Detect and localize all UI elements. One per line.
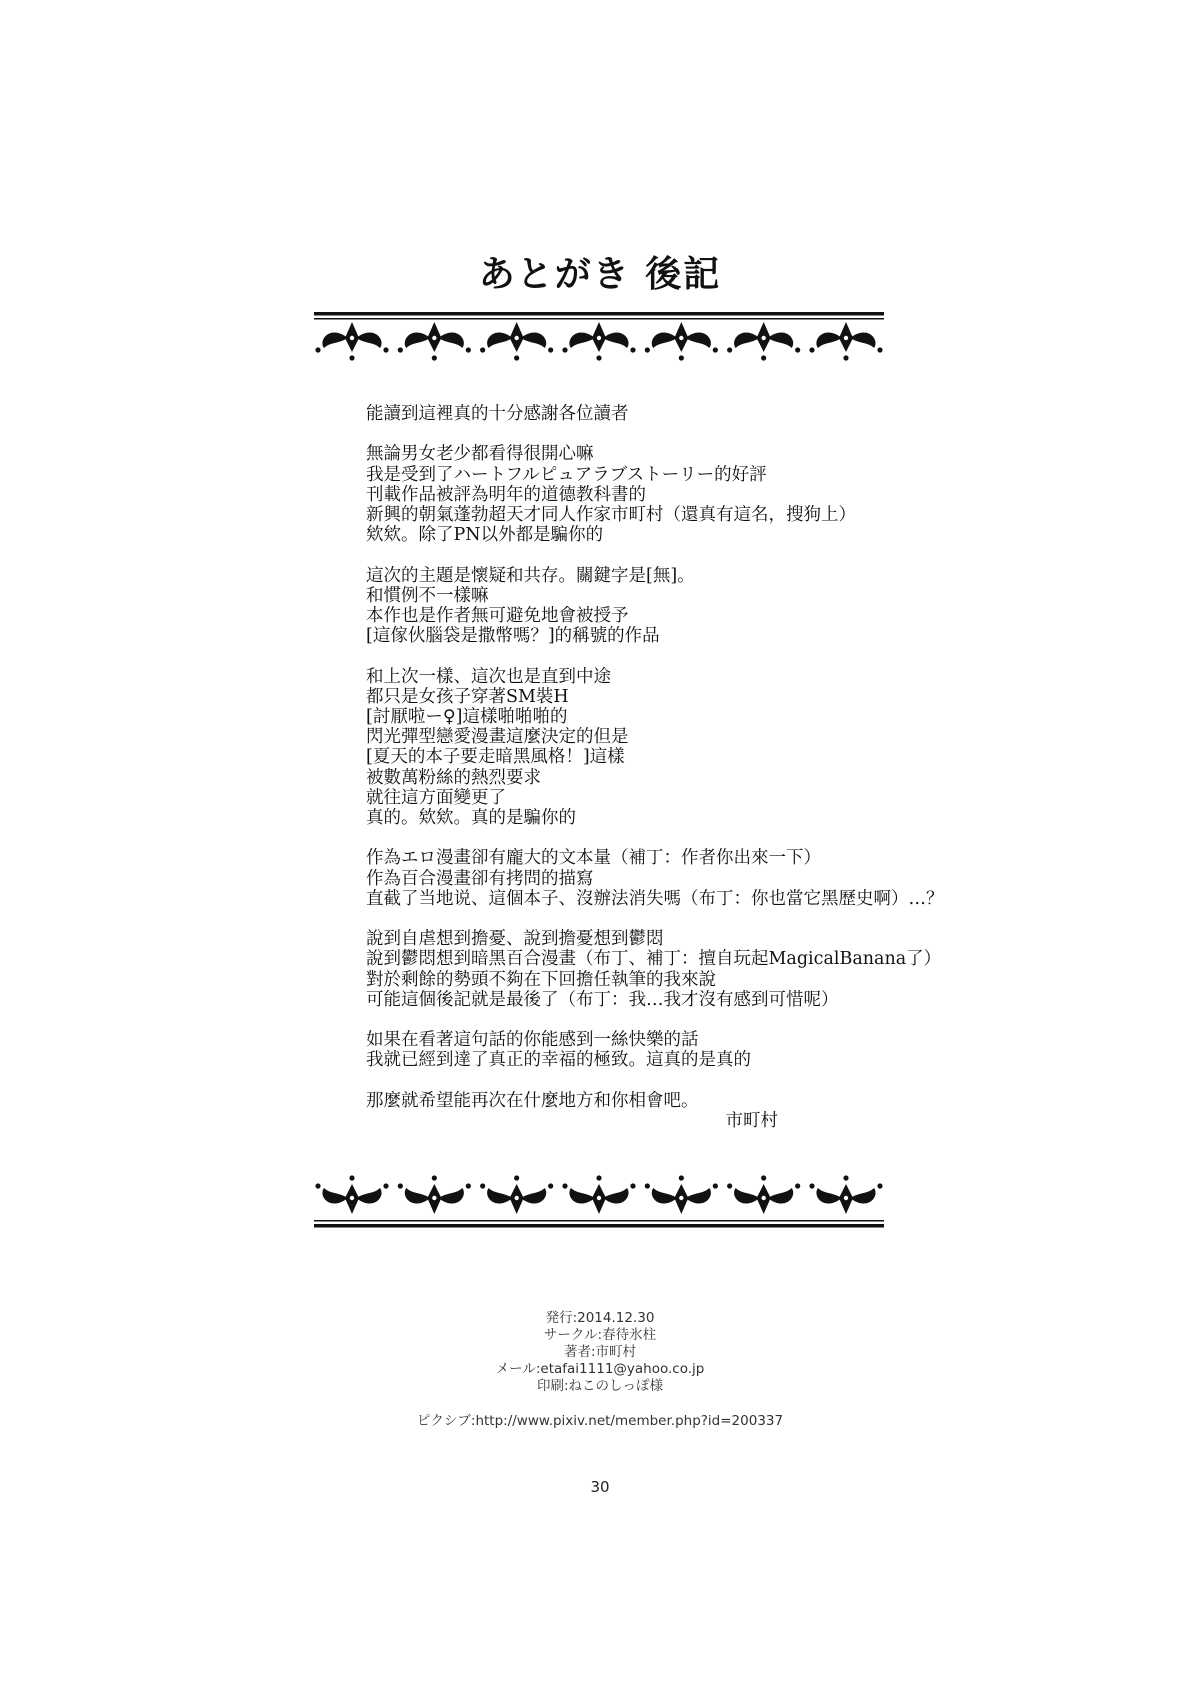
text-line: 說到自虐想到擔憂、說到擔憂想到鬱悶 [366, 929, 664, 950]
text-line: 直截了当地说、這個本子、沒辦法消失嗎（布丁：你也當它黑歷史啊）…？ [366, 888, 944, 909]
paragraph [366, 1091, 986, 1131]
text-line: 可能這個後記就是最後了（布丁：我…我才沒有感到可惜呢） [366, 989, 839, 1010]
paragraph [366, 929, 986, 1010]
page-number: 30 [590, 1478, 610, 1496]
text-line: [討厭啦ー♀]這樣啪啪啪的 [366, 707, 568, 727]
paragraph [366, 1030, 986, 1070]
text-line: 能讀到這裡真的十分感謝各位讀者 [366, 404, 629, 424]
text-line: 都只是女孩子穿著SM裝H [366, 686, 569, 707]
page-title: あとがき 後記 [478, 254, 722, 295]
paragraph [366, 444, 986, 545]
text-line: 無論男女老少都看得很開心嘛 [366, 444, 594, 465]
text-line: 那麼就希望能再次在什麼地方和你相會吧。 [366, 1090, 699, 1111]
text-line: 和上次一樣、這次也是直到中途 [366, 666, 611, 687]
colophon-circle: サークル:春待氷柱 [543, 1327, 657, 1343]
afterword-body [366, 404, 986, 1131]
colophon-printing: 印刷:ねこのしっぽ様 [536, 1378, 664, 1394]
ornamental-divider-bottom [314, 1170, 884, 1230]
text-line: 真的。欸欸。真的是騙你的 [366, 808, 576, 829]
text-line: 就往這方面變更了 [366, 787, 506, 808]
text-line: [夏天的本子要走暗黑風格！]這樣 [366, 747, 625, 768]
text-line: 刊載作品被評為明年的道德教科書的 [366, 484, 646, 505]
colophon [0, 1310, 1200, 1430]
paragraph [366, 848, 986, 909]
text-line: 這次的主題是懷疑和共存。關鍵字是[無]。 [366, 565, 695, 586]
colophon-pixiv-link: ピクシブ:http://www.pixiv.net/member.php?id=200337 [416, 1413, 784, 1429]
text-line: 我是受到了ハートフルピュアラブストーリー的好評 [366, 464, 767, 485]
text-line: 被數萬粉絲的熱烈要求 [366, 767, 541, 788]
paragraph [366, 566, 986, 647]
text-line: 對於剩餘的勢頭不夠在下回擔任執筆的我來說 [366, 969, 716, 990]
text-line: 我就已經到達了真正的幸福的極致。這真的是真的 [366, 1050, 751, 1071]
paragraph [366, 667, 986, 829]
text-line: 本作也是作者無可避免地會被授予 [366, 606, 629, 626]
text-line: 說到鬱悶想到暗黑百合漫畫（布丁、補丁：擅自玩起MagicalBanana了） [366, 949, 942, 970]
ornamental-divider-top [314, 308, 884, 368]
text-line: 新興的朝氣蓬勃超天才同人作家市町村（還真有這名，搜狗上） [366, 505, 856, 525]
text-line: 作為エロ漫畫卻有龐大的文本量（補丁：作者你出來一下） [366, 848, 821, 869]
colophon-mail: メール:etafai1111@yahoo.co.jp [495, 1361, 705, 1377]
paragraph [366, 404, 986, 424]
text-line: 欸欸。除了PN以外都是騙你的 [366, 525, 604, 546]
colophon-issued: 発行:2014.12.30 [545, 1310, 655, 1326]
colophon-author: 著者:市町村 [563, 1344, 637, 1360]
text-line: 和慣例不一樣嘛 [366, 585, 489, 606]
text-line: [這傢伙腦袋是撒幣嗎？]的稱號的作品 [366, 626, 660, 647]
signature: 市町村 [725, 1111, 778, 1131]
text-line: 如果在看著這句話的你能感到一絲快樂的話 [366, 1030, 699, 1051]
text-line: 閃光彈型戀愛漫畫這麼決定的但是 [366, 727, 629, 748]
text-line: 作為百合漫畫卻有拷問的描寫 [366, 868, 594, 889]
